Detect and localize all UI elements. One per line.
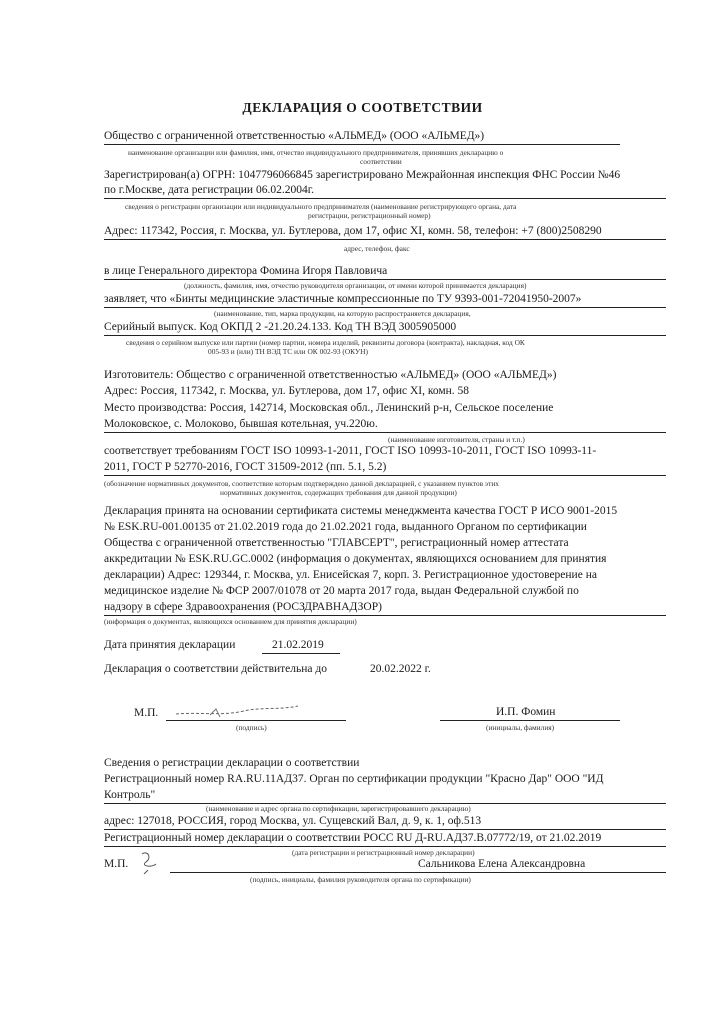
basis-line-7: надзору в сфере Здравоохранения (РОСЗДРАВНАДЗОР) [104,601,382,613]
registration-number: Регистрационный номер декларации о соответствии РОСС RU Д-RU.АД37.В.07772/19, от 21.02.2019 [104,832,602,844]
manufacturer-line-4: Молоковское, с. Молоково, бывшая котельная, уч.220ю. [104,418,378,430]
underline [104,432,666,433]
applicant-name-note-2: соответствии [360,157,402,166]
underline [104,279,666,280]
serial-note-2: 005-93 и (или) ТН ВЭД ТС или ОК 002-93 (ОКУН) [208,347,368,356]
underline [166,720,346,721]
manufacturer-line-1: Изготовитель: Общество с ограниченной ответственностью «АЛЬМЕД» (ООО «АЛЬМЕД») [104,369,557,381]
underline [104,475,666,476]
registration-stamp-label: М.П. [104,858,129,870]
registrar-note: (подпись, инициалы, фамилия руководителя органа по сертификации) [250,875,471,884]
basis-line-3: Общества с ограниченной ответственностью "ГЛАВСЕРТ", регистрационный номер аттестата [104,537,569,549]
basis-line-2: № ESK.RU-001.00135 от 21.02.2019 года до 21.02.2021 года, выданного Органом по сертификации [104,521,587,533]
accepted-date-value: 21.02.2019 [272,639,324,651]
basis-note: (информация о документах, являющихся основанием для принятия декларации) [104,617,357,626]
registration-body-line-2: Контроль" [104,789,156,801]
stamp-label: М.П. [134,707,159,719]
declared-product: заявляет, что «Бинты медицинские эластичные компрессионные по ТУ 9393-001-72041950-2007» [104,293,582,305]
underline [104,198,666,199]
underline [104,335,666,336]
registrar-signature [134,848,174,882]
underline [104,846,666,847]
applicant-signature [170,698,310,722]
manufacturer-line-2: Адрес: Россия, 117342, г. Москва, ул. Бутлерова, дом 17, офис XI, комн. 58 [104,385,470,397]
standards-note-2: нормативных документов, содержащих требования для данной продукции) [220,488,457,497]
underline [104,829,666,830]
standards-note: (обозначение нормативных документов, соответствие которым подтверждено данной декларацией, с указанием пунктов этих [104,479,499,488]
applicant-person: в лице Генерального директора Фомина Игоря Павловича [104,265,388,277]
manufacturer-line-3: Место производства: Россия, 142714, Московская обл., Ленинский р-н, Сельское поселение [104,402,554,414]
underline [104,307,666,308]
serial-note: сведения о серийном выпуске или партии (номер партии, номера изделий, реквизиты договора (контракта), накладная, код ОК [126,338,525,347]
underline [104,239,666,240]
product-note: (наименование, тип, марка продукции, на которую распространяется декларация, [214,309,471,318]
valid-until-label: Декларация о соответствии действительна до [104,663,327,675]
registration-address: адрес: 127018, РОССИЯ, город Москва, ул. Сущевский Вал, д. 9, к. 1, оф.513 [104,815,482,827]
applicant-name-note: наименование организации или фамилия, имя, отчество индивидуального предпринимателя, принявших декларацию о [128,148,504,157]
signatory-note: (инициалы, фамилия) [486,723,555,732]
applicant-address: Адрес: 117342, Россия, г. Москва, ул. Бутлерова, дом 17, офис XI, комн. 58, телефон: +7 (800)2508290 [104,225,602,237]
registrar-name: Сальникова Елена Александровна [418,858,586,870]
registration-body-note: (наименование и адрес органа по сертификации, зарегистрировавшего декларацию) [206,804,471,813]
registration-note: сведения о регистрации организации или индивидуального предпринимателя (наименование регистрирующего органа, дата [125,202,517,211]
registration-line-1: Зарегистрирован(а) ОГРН: 1047796066845 зарегистрировано Межрайонная инспекция ФНС России №46 [104,169,621,181]
accepted-date-label: Дата принятия декларации [104,639,236,651]
registration-body-line-1: Регистрационный номер RA.RU.11АД37. Орган по сертификации продукции "Красно Дар" ООО "ИД [104,773,604,785]
registration-note-2: регистрации, регистрационный номер) [308,211,431,220]
registration-line-2: по г.Москве, дата регистрации 06.02.2004г. [104,184,314,196]
basis-line-5: декларации) Адрес: 129344, г. Москва, ул. Енисейская 7, корп. 3. Регистрационное удостоверение на [104,569,597,581]
signature-note: (подпись) [236,723,267,732]
basis-line-1: Декларация принята на основании сертификата системы менеджмента качества ГОСТ Р ИСО 9001-2015 [104,505,618,517]
person-note: (должность, фамилия, имя, отчество руководителя организации, от имени которой принимается декларация) [184,281,527,290]
signatory-name: И.П. Фомин [496,706,556,718]
applicant-name: Общество с ограниченной ответственностью «АЛЬМЕД» (ООО «АЛЬМЕД») [104,130,485,142]
basis-line-6: медицинское изделие № ФСР 2007/01078 от 20 марта 2017 года, выдан Федеральной службой по [104,585,579,597]
address-note: адрес, телефон, факс [344,244,410,253]
underline [170,872,666,873]
valid-until-value: 20.02.2022 г. [370,663,431,675]
serial-info: Серийный выпуск. Код ОКПД 2 -21.20.24.133. Код ТН ВЭД 3005905000 [104,321,457,333]
registration-heading: Сведения о регистрации декларации о соответствии [104,757,360,769]
underline [104,144,620,145]
basis-line-4: аккредитации № ESK.RU.GC.0002 (информация о документах, являющихся основанием для принятия [104,553,607,565]
underline [440,720,620,721]
standards-line-1: соответствует требованиям ГОСТ ISO 10993-1-2011, ГОСТ ISO 10993-10-2011, ГОСТ ISO 10993-11- [104,445,597,457]
underline [104,615,666,616]
document-title: ДЕКЛАРАЦИЯ О СООТВЕТСТВИИ [242,100,483,115]
underline [262,653,340,654]
registration-number-note: (дата регистрации и регистрационный номер декларации) [292,848,475,857]
standards-line-2: 2011, ГОСТ Р 52770-2016, ГОСТ 31509-2012 (пп. 5.1, 5.2) [104,461,387,473]
manufacturer-note: (наименование изготовителя, страны и т.п.) [388,435,525,444]
